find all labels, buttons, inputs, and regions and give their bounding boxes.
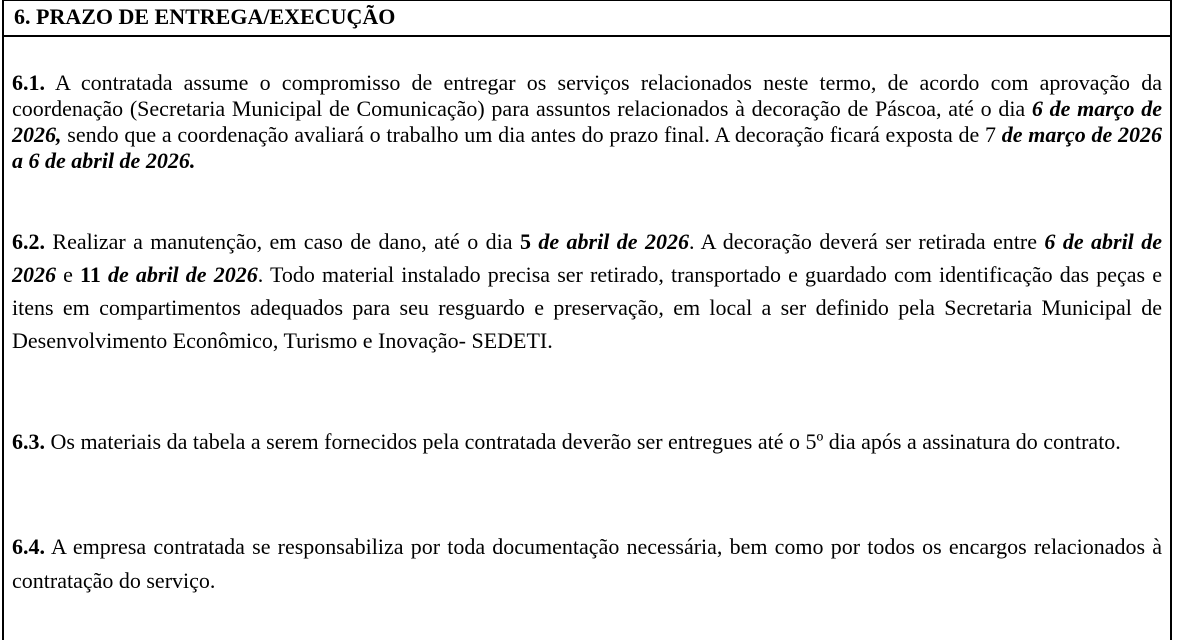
- paragraph-text: e: [56, 262, 81, 287]
- paragraph-6-3: [12, 425, 1162, 459]
- paragraph-number: 6.3.: [12, 429, 45, 454]
- paragraph-text: A contratada assume o compromisso de entregar os serviços relacionados neste termo, de acordo com aprovação da coordenação (Secretaria Municipal de Comunicação) para assuntos relacionados à decoração de Páscoa, até o dia: [12, 70, 1162, 121]
- paragraph-text: A empresa contratada se responsabiliza por toda documentação necessária, bem como por todos os encargos relacionados à contratação do serviço.: [12, 534, 1162, 593]
- removal-start-date: 6 de abril de 2026: [12, 229, 1162, 287]
- section-title: [2, 0, 1172, 37]
- paragraph-text: Os materiais da tabela a serem fornecidos pela contratada deverão ser entregues até o 5º dia após a assinatura do contrato.: [45, 429, 1121, 454]
- removal-end-day: 11: [80, 262, 101, 287]
- exhibition-period: de março de 2026 a 6 de abril de 2026.: [12, 122, 1162, 173]
- paragraph-number: 6.1.: [12, 70, 45, 95]
- maintenance-day: 5: [519, 229, 531, 254]
- paragraph-number: 6.2.: [12, 229, 45, 254]
- removal-end-month: de abril de 2026: [100, 262, 258, 287]
- maintenance-month: de abril de 2026: [530, 229, 689, 254]
- section-title-text: 6. PRAZO DE ENTREGA/EXECUÇÃO: [14, 4, 396, 29]
- paragraph-number: 6.4.: [12, 534, 45, 559]
- deadline-date: 6 de março de 2026,: [12, 96, 1163, 147]
- paragraph-6-4: [12, 530, 1162, 598]
- paragraph-text: sendo que a coordenação avaliará o trabalho um dia antes do prazo final. A decoração ficará exposta de 7: [61, 122, 1002, 147]
- paragraph-6-1: [12, 70, 1162, 174]
- paragraph-text: Realizar a manutenção, em caso de dano, até o dia: [45, 229, 520, 254]
- paragraph-text: . Todo material instalado precisa ser retirado, transportado e guardado com identificação das peças e itens em compartimentos adequados para seu resguardo e preservação, em local a ser definido pela Secretaria Municipal de Desenvolvimento Econômico, Turismo e Inovação- SEDETI.: [12, 262, 1162, 353]
- paragraph-6-2: [12, 225, 1162, 357]
- paragraph-text: . A decoração deverá ser retirada entre: [688, 229, 1045, 254]
